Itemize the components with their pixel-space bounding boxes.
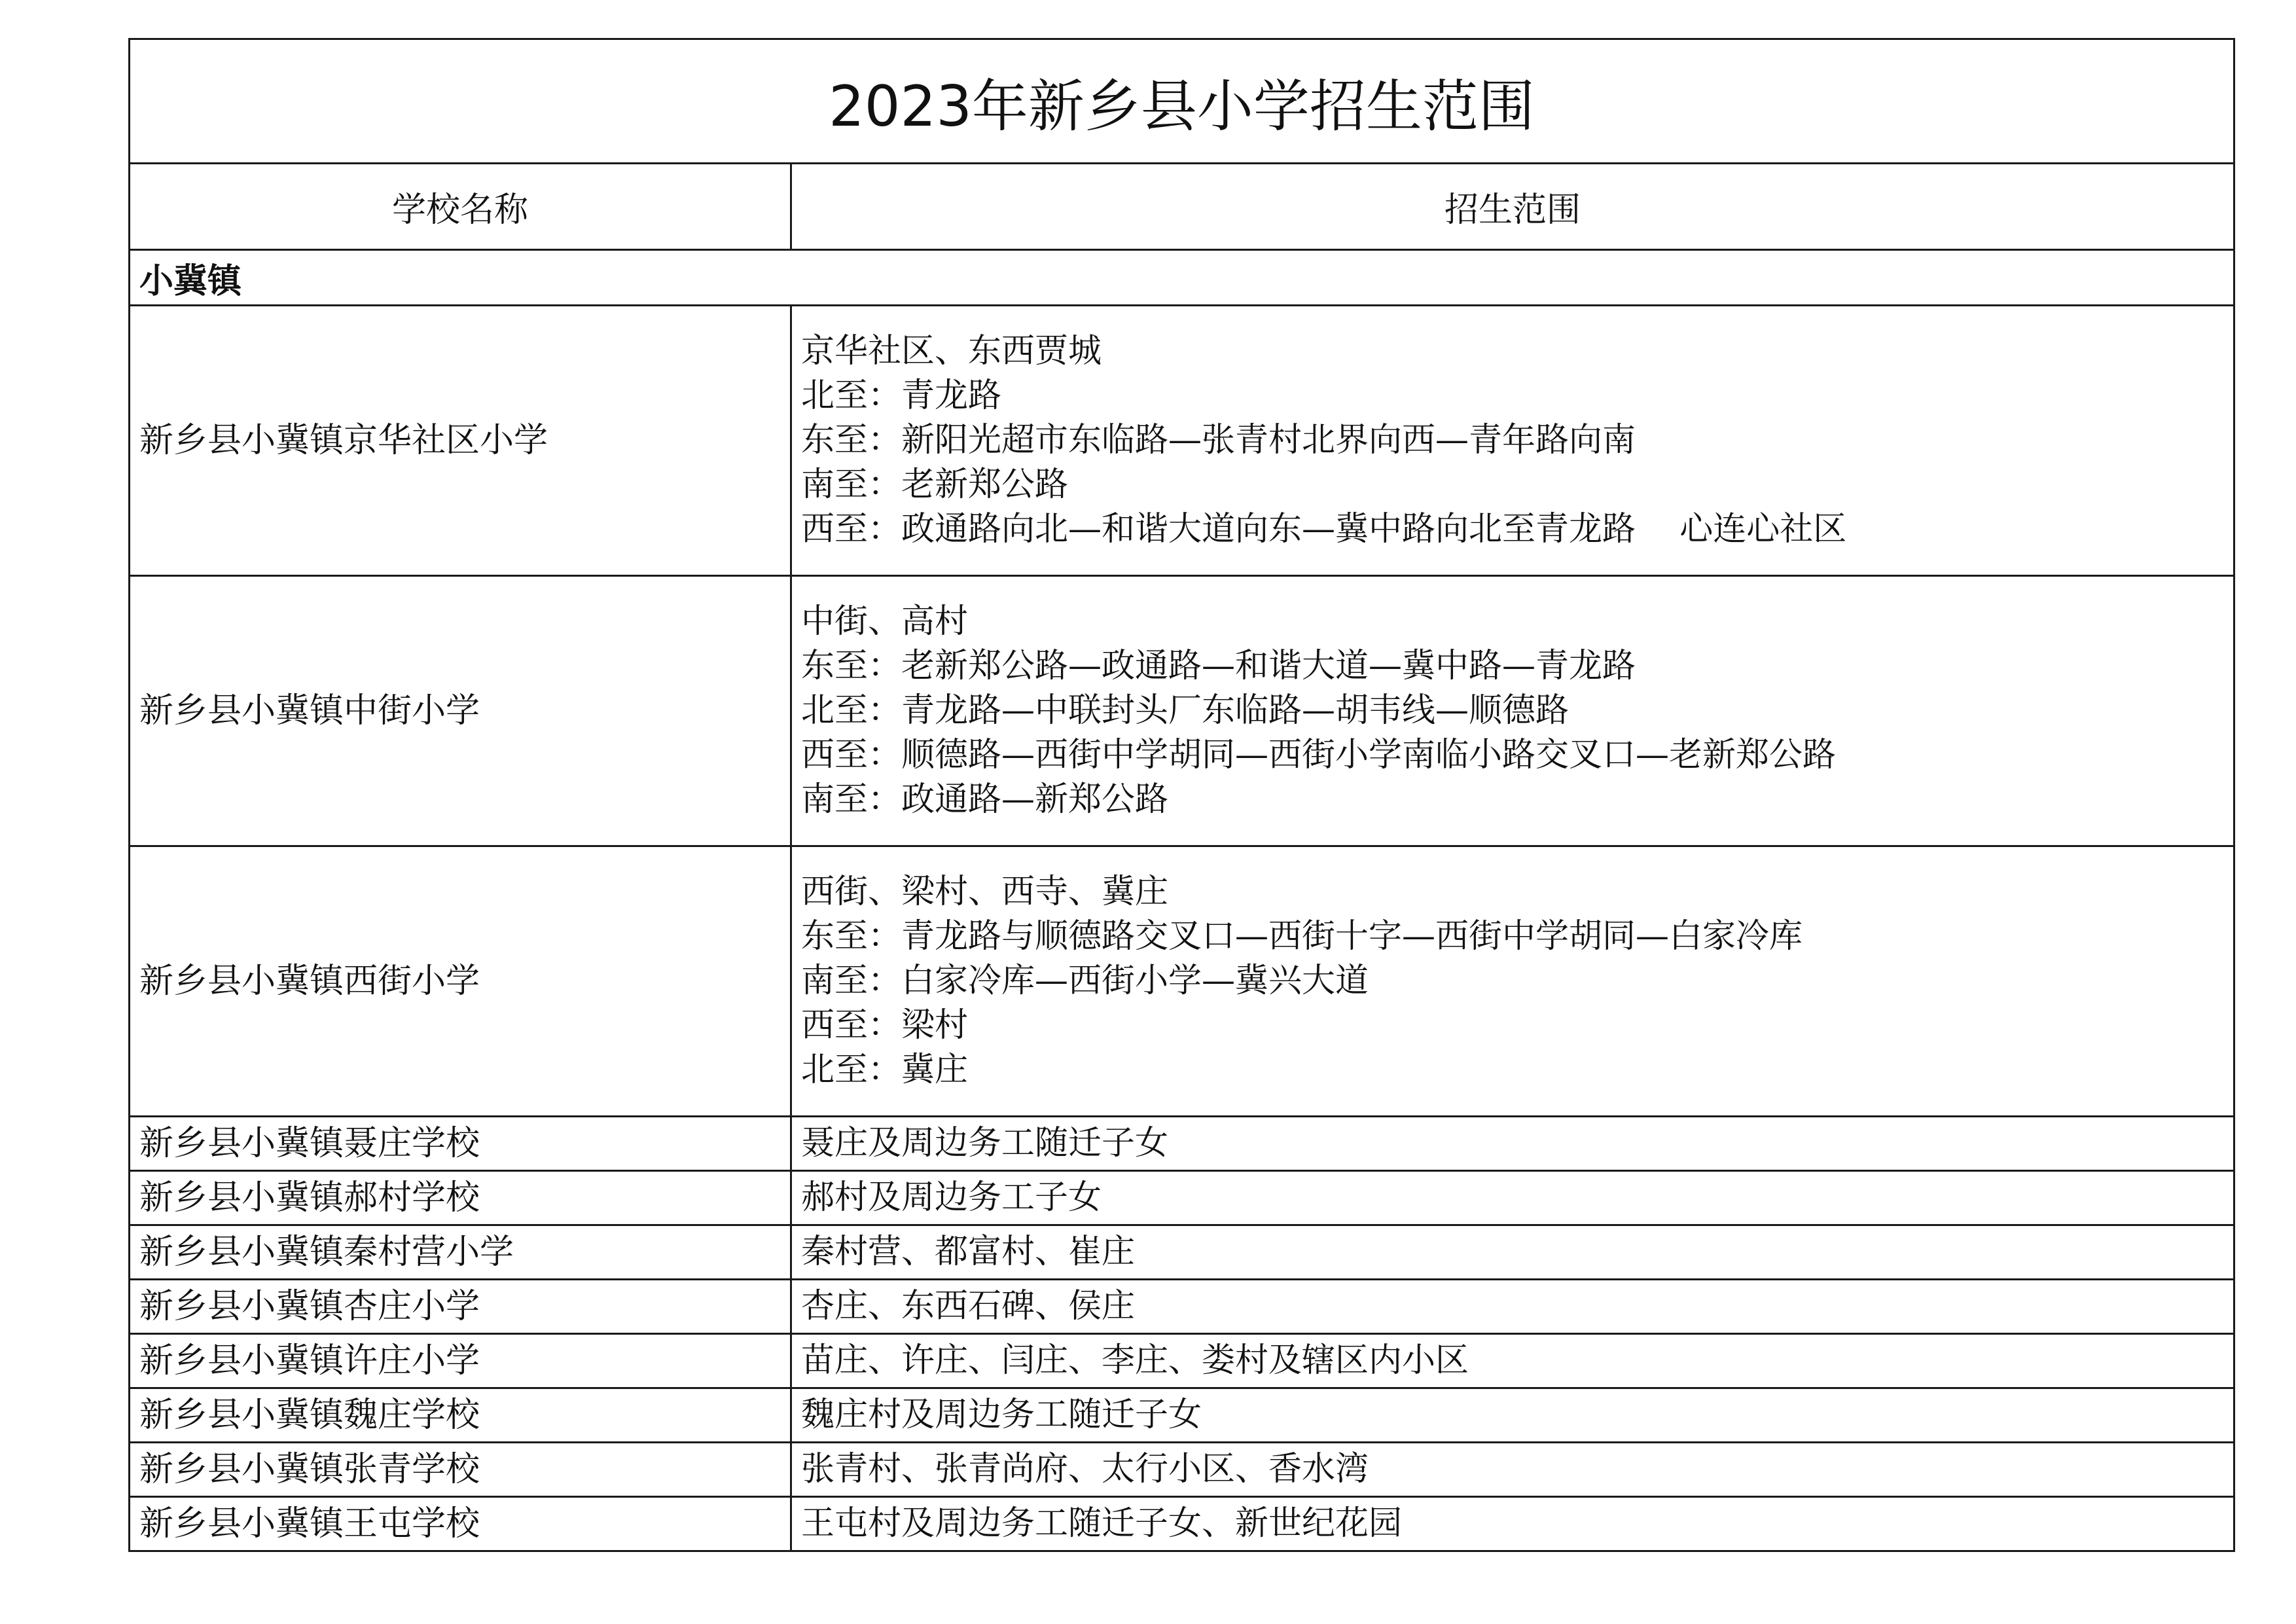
table-row <box>130 1225 2234 1280</box>
table-row <box>130 846 2234 1117</box>
range-line: 京华社区、东西贾城 <box>801 332 1102 370</box>
school-name-cell: 新乡县小冀镇张青学校 <box>130 1443 791 1497</box>
table-row <box>130 1334 2234 1388</box>
school-name-cell: 新乡县小冀镇王屯学校 <box>130 1497 791 1551</box>
school-name-cell: 新乡县小冀镇魏庄学校 <box>130 1388 791 1443</box>
range-line: 西至：梁村 <box>801 1006 969 1045</box>
range-line: 北至：青龙路 <box>801 376 1002 415</box>
enrollment-range-cell: 郝村及周边务工子女 <box>791 1171 2234 1225</box>
range-line: 中街、高村 <box>801 602 969 641</box>
range-line: 南至：老新郑公路 <box>801 465 1069 504</box>
enrollment-range-cell <box>791 576 2234 846</box>
range-line: 东至：老新郑公路—政通路—和谐大道—冀中路—青龙路 <box>801 647 1636 685</box>
enrollment-range-cell: 魏庄村及周边务工随迁子女 <box>791 1388 2234 1443</box>
enrollment-range-cell: 秦村营、都富村、崔庄 <box>791 1225 2234 1280</box>
school-name-cell: 新乡县小冀镇西街小学 <box>130 846 791 1117</box>
enrollment-range-cell <box>791 846 2234 1117</box>
school-name-cell: 新乡县小冀镇聂庄学校 <box>130 1117 791 1171</box>
enrollment-range-cell: 王屯村及周边务工随迁子女、新世纪花园 <box>791 1497 2234 1551</box>
enrollment-range-cell: 苗庄、许庄、闫庄、李庄、娄村及辖区内小区 <box>791 1334 2234 1388</box>
table-row <box>130 1388 2234 1443</box>
column-header-range: 招生范围 <box>791 164 2234 250</box>
range-line: 南至：白家冷库—西街小学—冀兴大道 <box>801 962 1369 1000</box>
column-header-school: 学校名称 <box>130 164 791 250</box>
enrollment-range-cell <box>791 306 2234 576</box>
section-heading: 小冀镇 <box>130 250 2234 306</box>
school-name-cell: 新乡县小冀镇秦村营小学 <box>130 1225 791 1280</box>
range-line: 东至：青龙路与顺德路交叉口—西街十字—西街中学胡同—白家冷库 <box>801 917 1803 956</box>
enrollment-range-cell: 聂庄及周边务工随迁子女 <box>791 1117 2234 1171</box>
table-row <box>130 1280 2234 1334</box>
range-line: 北至：青龙路—中联封头厂东临路—胡韦线—顺德路 <box>801 691 1570 730</box>
table-row <box>130 1171 2234 1225</box>
school-name-cell: 新乡县小冀镇许庄小学 <box>130 1334 791 1388</box>
school-name-cell: 新乡县小冀镇郝村学校 <box>130 1171 791 1225</box>
school-name-cell: 新乡县小冀镇京华社区小学 <box>130 306 791 576</box>
table-row <box>130 1117 2234 1171</box>
range-line: 北至：冀庄 <box>801 1051 969 1089</box>
table-row <box>130 576 2234 846</box>
enrollment-range-cell: 杏庄、东西石碑、侯庄 <box>791 1280 2234 1334</box>
range-line: 西街、梁村、西寺、冀庄 <box>801 873 1169 911</box>
range-line: 南至：政通路—新郑公路 <box>801 780 1169 819</box>
table-row <box>130 1443 2234 1497</box>
table-row <box>130 306 2234 576</box>
range-line: 西至：政通路向北—和谐大道向东—冀中路向北至青龙路 心连心社区 <box>801 510 1847 549</box>
enrollment-range-cell: 张青村、张青尚府、太行小区、香水湾 <box>791 1443 2234 1497</box>
enrollment-table <box>128 38 2235 1552</box>
school-name-cell: 新乡县小冀镇中街小学 <box>130 576 791 846</box>
school-name-cell: 新乡县小冀镇杏庄小学 <box>130 1280 791 1334</box>
page-title: 2023年新乡县小学招生范围 <box>130 39 2234 164</box>
range-line: 东至：新阳光超市东临路—张青村北界向西—青年路向南 <box>801 421 1636 460</box>
range-line: 西至：顺德路—西街中学胡同—西街小学南临小路交叉口—老新郑公路 <box>801 736 1837 774</box>
table-row <box>130 1497 2234 1551</box>
